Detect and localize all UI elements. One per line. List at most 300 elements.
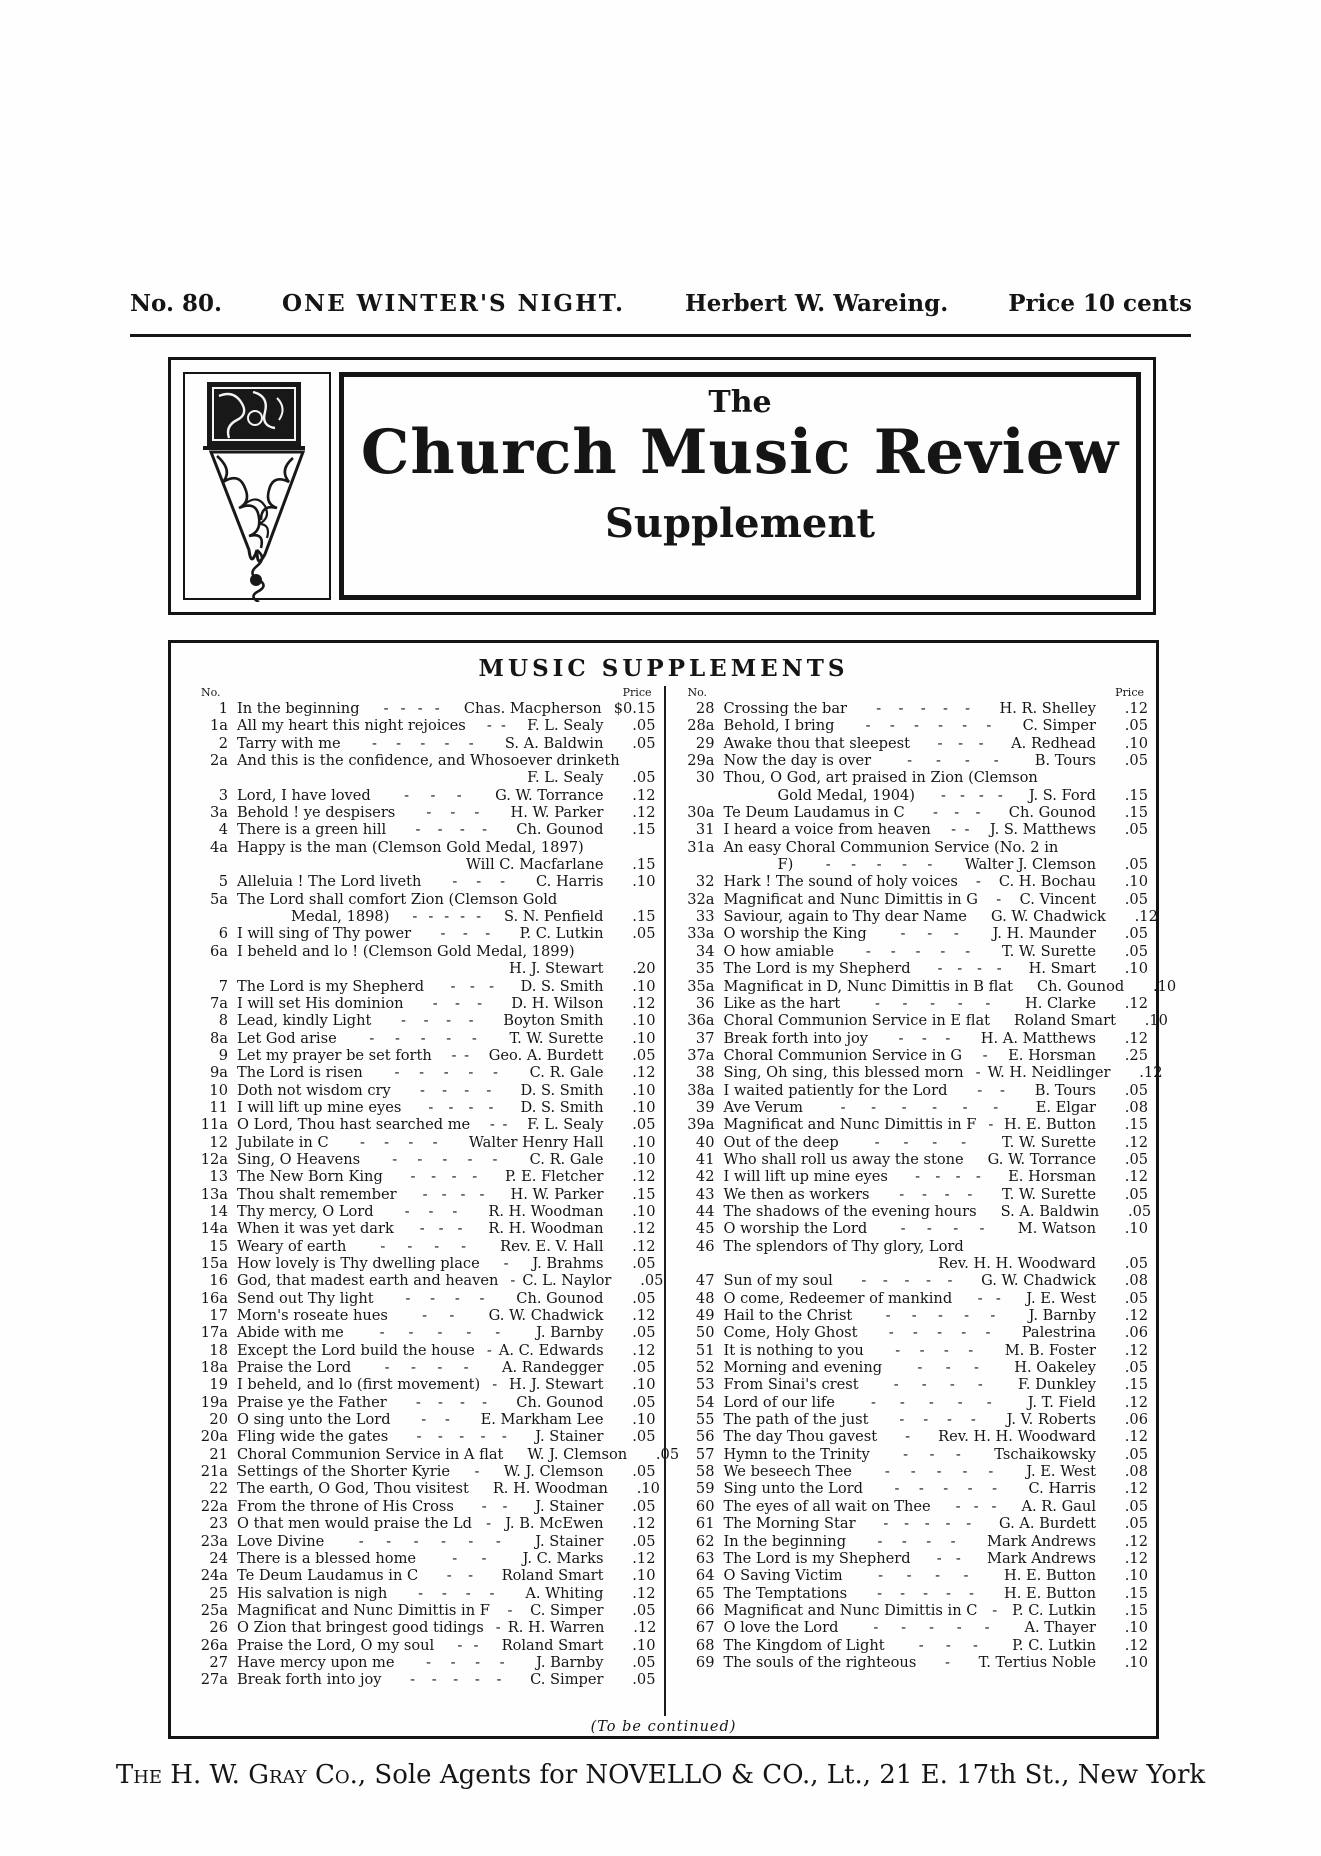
- item-dashes: - - - -: [941, 786, 1003, 804]
- ornament-engraving-icon: [193, 374, 321, 602]
- item-title: O Lord, Thou hast searched me: [237, 1116, 471, 1134]
- catalog-item-line: [682, 1602, 1149, 1619]
- item-composer: J. C. Marks: [522, 1549, 604, 1567]
- item-number: 15a: [200, 1255, 228, 1272]
- catalog-item-line: [195, 1324, 656, 1341]
- item-dashes: - - - -: [415, 821, 487, 839]
- header-rule: [130, 334, 1191, 337]
- item-number: 47: [695, 1272, 715, 1290]
- item-dashes: -: [988, 1116, 994, 1134]
- item-composer: H. W. Parker: [510, 1185, 604, 1203]
- item-composer: A. R. Gaul: [1021, 1497, 1096, 1515]
- item-dashes: - - - - -: [369, 1029, 477, 1047]
- catalog-item-line: [195, 925, 656, 942]
- item-dashes: - - - - - -: [358, 1532, 501, 1550]
- item-composer: F. L. Sealy: [527, 769, 604, 787]
- item-dashes: -: [992, 1601, 998, 1619]
- item-price: .05: [1124, 1445, 1148, 1463]
- item-price: .20: [632, 960, 656, 978]
- item-title: Tarry with me: [237, 734, 341, 752]
- item-composer: Geo. A. Burdett: [488, 1046, 604, 1064]
- item-title: The Temptations: [723, 1584, 848, 1602]
- item-number: 35: [695, 960, 715, 978]
- item-dashes: - - - - -: [371, 734, 474, 752]
- item-number: 50: [695, 1324, 715, 1342]
- item-composer: M. B. Foster: [1004, 1341, 1096, 1359]
- catalog-item-line: [195, 804, 656, 821]
- catalog-item-line: [682, 1012, 1168, 1030]
- item-title: Te Deum Laudamus in C: [723, 804, 905, 822]
- item-number: 54: [695, 1393, 715, 1411]
- item-price: .05: [1124, 1081, 1148, 1099]
- item-composer: S. N. Penfield: [504, 908, 604, 926]
- catalog-item-line: [195, 1394, 656, 1411]
- catalog-item-line: [195, 1047, 656, 1064]
- item-dashes: - - - -: [899, 1185, 973, 1203]
- column-header: [682, 686, 1149, 700]
- item-composer: Walter Henry Hall: [468, 1133, 604, 1151]
- item-dashes: - - - -: [383, 700, 440, 717]
- item-dashes: - - - - -: [410, 1671, 502, 1689]
- catalog-item-line: [195, 700, 656, 717]
- item-composer: J. Brahms: [532, 1255, 604, 1272]
- item-dashes: - -: [977, 1289, 1001, 1307]
- item-dashes: - - -: [937, 734, 984, 752]
- item-title: We then as workers: [723, 1185, 870, 1203]
- item-price: .10: [1152, 977, 1177, 995]
- item-number: 41: [695, 1150, 715, 1168]
- item-number: 58: [695, 1463, 715, 1481]
- item-price: .10: [632, 1202, 656, 1220]
- item-dashes: - - -: [903, 1445, 961, 1463]
- item-title: O love the Lord: [723, 1619, 839, 1637]
- item-number: 66: [695, 1601, 715, 1619]
- item-composer: B. Tours: [1034, 752, 1096, 770]
- item-composer: E. Horsman: [1008, 1046, 1096, 1064]
- item-price: .05: [1124, 890, 1148, 908]
- item-dashes: - -: [486, 717, 506, 735]
- item-title: I will lift up mine eyes: [723, 1168, 888, 1186]
- item-composer: Mark Andrews: [987, 1532, 1096, 1550]
- item-price: .10: [632, 1636, 656, 1654]
- item-dashes: - - - -: [380, 1237, 467, 1255]
- item-title: Hark ! The sound of holy voices: [723, 873, 958, 891]
- catalog-item-line: [682, 1290, 1149, 1307]
- item-title: The earth, O God, Thou visitest: [237, 1480, 469, 1498]
- issue-composer: Herbert W. Wareing.: [684, 290, 949, 317]
- item-dashes: - -: [451, 1046, 470, 1064]
- item-composer: F. L. Sealy: [527, 1116, 604, 1134]
- item-dashes: - - - - -: [412, 908, 482, 926]
- item-price: .05: [632, 717, 656, 735]
- catalog-item-line: [195, 960, 656, 977]
- item-title: Thy mercy, O Lord: [237, 1202, 374, 1220]
- item-composer: Palestrina: [1021, 1324, 1096, 1342]
- item-number: 46: [695, 1237, 715, 1255]
- item-composer: C. H. Bochau: [998, 873, 1096, 891]
- item-price: .05: [1124, 1150, 1149, 1168]
- item-composer: D. S. Smith: [520, 1081, 604, 1099]
- footer-imprint: [0, 1760, 1321, 1790]
- item-price: .05: [1124, 1255, 1148, 1272]
- item-title: Behold ! ye despisers: [237, 804, 396, 822]
- item-title: God, that madest earth and heaven: [237, 1272, 499, 1290]
- item-price: .10: [632, 1567, 656, 1585]
- catalog-item-line: [682, 1498, 1149, 1515]
- item-dashes: - - - -: [895, 1341, 974, 1359]
- item-title: When it was yet dark: [237, 1220, 394, 1238]
- item-dashes: - - -: [426, 804, 480, 822]
- item-title: Now the day is over: [723, 752, 872, 770]
- item-composer: Rev. H. H. Woodward: [938, 1428, 1096, 1446]
- item-composer: W. J. Clemson: [503, 1463, 604, 1481]
- catalog-item-line: [195, 1151, 656, 1168]
- item-price: .05: [632, 1601, 656, 1619]
- item-title: I beheld, and lo (first movement): [237, 1376, 481, 1394]
- item-price: .12: [632, 1220, 656, 1238]
- item-title: From the throne of His Cross: [237, 1497, 454, 1515]
- item-composer: J. B. McEwen: [505, 1515, 604, 1533]
- item-price: .08: [1124, 1463, 1148, 1481]
- item-composer: D. S. Smith: [520, 1098, 604, 1116]
- catalog-item-line: [682, 1428, 1149, 1445]
- item-dashes: - -: [446, 1567, 474, 1585]
- no-column-label: No.: [687, 686, 708, 699]
- item-number: 22: [209, 1480, 228, 1498]
- catalog-item-line: [682, 787, 1149, 804]
- item-number: 26: [209, 1619, 228, 1637]
- item-price: .12: [1124, 1428, 1148, 1446]
- catalog-item-line: [195, 821, 656, 838]
- item-composer: J. E. West: [1026, 1289, 1096, 1307]
- item-dashes: -: [503, 1255, 509, 1272]
- item-number: 31a: [687, 838, 715, 856]
- item-number: 22a: [200, 1497, 228, 1515]
- catalog-item-line: [195, 978, 656, 995]
- item-composer: Roland Smart: [501, 1567, 604, 1585]
- item-title: Let my prayer be set forth: [237, 1046, 432, 1064]
- catalog-item-line: [682, 1064, 1163, 1082]
- item-dashes: -: [905, 1428, 911, 1446]
- item-composer: J. Stainer: [535, 1428, 604, 1446]
- item-title: Like as the hart: [723, 994, 841, 1012]
- item-price: .05: [632, 1463, 656, 1481]
- item-dashes: - - - - -: [861, 1272, 953, 1290]
- item-dashes: - - - -: [937, 960, 1002, 978]
- item-composer: H. J. Stewart: [508, 960, 604, 978]
- item-price: .05: [632, 1497, 656, 1515]
- item-number: 60: [695, 1497, 715, 1515]
- item-title: The Lord is risen: [237, 1064, 363, 1082]
- item-composer: J. Stainer: [535, 1532, 604, 1550]
- item-composer: J. S. Matthews: [989, 821, 1096, 839]
- item-title: Magnificat in D, Nunc Dimittis in B flat: [723, 977, 1013, 995]
- item-title: Choral Communion Service in G: [723, 1046, 963, 1064]
- item-dashes: - - - -: [401, 1012, 474, 1030]
- item-dashes: - - -: [918, 1636, 978, 1654]
- item-price: .12: [1124, 1532, 1148, 1550]
- item-composer: C. Harris: [1028, 1480, 1096, 1498]
- item-title: Morn's roseate hues: [237, 1307, 388, 1325]
- item-title: O come, Redeemer of mankind: [723, 1289, 953, 1307]
- catalog-item-line: [195, 1272, 664, 1290]
- footer-publisher: The H. W. Gray Co.,: [115, 1760, 367, 1790]
- catalog-item-line: [682, 821, 1149, 838]
- item-composer: Roland Smart: [1014, 1012, 1116, 1030]
- item-price: .12: [632, 1549, 656, 1567]
- item-number: 8a: [210, 1029, 228, 1047]
- catalog-item-line: [195, 1498, 656, 1515]
- item-price: .10: [632, 1029, 656, 1047]
- catalog-item-line: [682, 856, 1149, 873]
- item-composer: H. E. Button: [1004, 1584, 1096, 1602]
- catalog-item-line: [682, 1255, 1149, 1272]
- item-title: Magnificat and Nunc Dimittis in F: [723, 1116, 977, 1134]
- item-title: Saviour, again to Thy dear Name: [723, 908, 967, 926]
- catalog-item-line: [682, 1202, 1152, 1220]
- catalog-item-line: [195, 1411, 656, 1428]
- item-number: 36a: [687, 1012, 715, 1030]
- item-composer: C. L. Naylor: [522, 1272, 612, 1290]
- item-dashes: - -: [421, 1411, 450, 1429]
- item-title: Praise ye the Father: [237, 1393, 387, 1411]
- item-title: Sing unto the Lord: [723, 1480, 863, 1498]
- catalog-item-line: [195, 839, 656, 856]
- item-title: The path of the just: [723, 1411, 869, 1429]
- item-composer: Boyton Smith: [503, 1012, 604, 1030]
- footer-agents-text: Sole Agents for NOVELLO & CO., Lt., 21 E. 17th St., New York: [366, 1760, 1206, 1790]
- item-composer: G. A. Burdett: [998, 1515, 1096, 1533]
- item-title: In the beginning: [237, 700, 360, 717]
- item-price: .05: [632, 1428, 656, 1446]
- item-composer: H. J. Stewart: [508, 1376, 604, 1394]
- item-price: .10: [632, 1133, 656, 1151]
- catalog-item-line: [195, 1186, 656, 1203]
- item-dashes: - - - - -: [416, 1428, 507, 1446]
- item-dashes: - - -: [450, 977, 495, 995]
- item-number: 69: [695, 1653, 715, 1671]
- item-price: .10: [1124, 1653, 1148, 1671]
- item-title: The New Born King: [237, 1168, 383, 1186]
- item-number: 31: [695, 821, 715, 839]
- item-dashes: - - - -: [874, 1133, 967, 1151]
- item-price: .15: [632, 821, 656, 839]
- item-number: 14a: [200, 1220, 228, 1238]
- item-composer: H. Oakeley: [1014, 1359, 1096, 1377]
- item-price: .05: [655, 1445, 680, 1463]
- item-number: 59: [695, 1480, 715, 1498]
- item-composer: T. W. Surette: [1002, 1185, 1096, 1203]
- item-price: .10: [632, 1150, 656, 1168]
- item-dashes: - - - - -: [874, 994, 991, 1012]
- item-title: F): [777, 856, 794, 874]
- item-price: .15: [1124, 1601, 1148, 1619]
- item-title: Come, Holy Ghost: [723, 1324, 858, 1342]
- issue-number: No. 80.: [130, 290, 222, 317]
- item-composer: C. Simper: [530, 1671, 604, 1689]
- catalog-item-line: [682, 925, 1149, 942]
- item-composer: A. Whiting: [525, 1584, 604, 1602]
- item-composer: G. W. Chadwick: [990, 908, 1106, 926]
- item-price: .05: [632, 1046, 656, 1064]
- catalog-item-line: [682, 1359, 1149, 1376]
- item-number: 39: [695, 1098, 715, 1116]
- item-dashes: -: [982, 1046, 988, 1064]
- item-title: I will lift up mine eyes: [237, 1098, 402, 1116]
- item-number: 29: [695, 734, 715, 752]
- item-price: .12: [632, 786, 656, 804]
- item-composer: P. E. Fletcher: [504, 1168, 604, 1186]
- item-dashes: -: [507, 1601, 513, 1619]
- item-composer: H. E. Button: [1004, 1567, 1096, 1585]
- item-title: Te Deum Laudamus in C: [237, 1567, 419, 1585]
- catalog-item-line: [195, 856, 656, 873]
- item-title: Magnificat and Nunc Dimittis in C: [723, 1601, 978, 1619]
- item-title: Abide with me: [237, 1324, 344, 1342]
- masthead-title: Church Music Review: [360, 417, 1120, 488]
- item-title: O worship the Lord: [723, 1220, 868, 1238]
- item-dashes: - - - - -: [883, 1515, 972, 1533]
- item-composer: H. Clarke: [1025, 994, 1096, 1012]
- item-number: 57: [695, 1445, 715, 1463]
- catalog-item-line: [195, 1064, 656, 1081]
- item-composer: R. H. Woodman: [488, 1220, 604, 1238]
- item-dashes: - - - -: [359, 1133, 438, 1151]
- item-price: .12: [632, 1168, 656, 1186]
- item-price: .05: [632, 1255, 656, 1272]
- item-price: .10: [632, 977, 656, 995]
- item-dashes: - - - -: [899, 1411, 976, 1429]
- item-composer: T. W. Surette: [1002, 1133, 1096, 1151]
- item-title: I beheld and lo ! (Clemson Gold Medal, 1899): [237, 942, 575, 960]
- item-composer: T. W. Surette: [509, 1029, 604, 1047]
- item-number: 38a: [687, 1081, 715, 1099]
- item-composer: J. V. Roberts: [1006, 1411, 1096, 1429]
- item-title: There is a green hill: [237, 821, 387, 839]
- column-header: [195, 686, 656, 700]
- masthead-the: The: [708, 385, 772, 420]
- item-price: .15: [1124, 804, 1148, 822]
- item-composer: H. A. Matthews: [980, 1029, 1096, 1047]
- item-composer: Ch. Gounod: [516, 1393, 604, 1411]
- item-composer: W. H. Neidlinger: [987, 1064, 1111, 1082]
- item-dashes: -: [975, 1064, 981, 1082]
- item-number: 16: [209, 1272, 228, 1290]
- item-composer: G. W. Chadwick: [981, 1272, 1096, 1290]
- catalog-item-line: [682, 1220, 1149, 1237]
- item-dashes: - - - - -: [884, 1463, 994, 1481]
- catalog-columns: [171, 686, 1177, 1716]
- item-title: Hail to the Christ: [723, 1307, 853, 1325]
- item-number: 1: [218, 700, 228, 717]
- item-composer: J. E. West: [1026, 1463, 1096, 1481]
- catalog-item-line: [682, 1099, 1149, 1116]
- item-title: O Zion that bringest good tidings: [237, 1619, 484, 1637]
- catalog-item-line: [682, 1637, 1149, 1654]
- item-composer: Ch. Gounod: [516, 1289, 604, 1307]
- catalog-item-line: [682, 1515, 1149, 1532]
- item-title: I will sing of Thy power: [237, 925, 412, 943]
- item-price: .05: [1124, 752, 1148, 770]
- item-price: .10: [632, 1081, 656, 1099]
- catalog-item-line: [195, 1203, 656, 1220]
- item-title: Lord, I have loved: [237, 786, 371, 804]
- item-price: .05: [1124, 717, 1148, 735]
- catalog-item-line: [682, 1047, 1149, 1064]
- catalog-item-line: [195, 1116, 656, 1133]
- item-price: .15: [1124, 1376, 1148, 1394]
- item-price: .10: [632, 1098, 656, 1116]
- item-dashes: - - - - -: [870, 1393, 992, 1411]
- item-price: .05: [632, 734, 656, 752]
- item-title: His salvation is nigh: [237, 1584, 388, 1602]
- item-price: .15: [1124, 786, 1148, 804]
- item-composer: H. R. Shelley: [999, 700, 1096, 717]
- item-title: O how amiable: [723, 942, 834, 960]
- item-price: .12: [1124, 994, 1148, 1012]
- item-dashes: - - - - -: [877, 1584, 974, 1602]
- item-dashes: - - - - -: [825, 856, 933, 874]
- item-title: Sing, O Heavens: [237, 1150, 361, 1168]
- item-number: 37a: [687, 1046, 715, 1064]
- catalog-item-line: [195, 1134, 656, 1151]
- item-composer: E. Horsman: [1008, 1168, 1096, 1186]
- item-number: 24: [209, 1549, 228, 1567]
- item-number: 28: [695, 700, 715, 717]
- item-dashes: - -: [977, 1081, 1005, 1099]
- item-composer: F. L. Sealy: [527, 717, 604, 735]
- item-price: .12: [1124, 1480, 1148, 1498]
- catalog-item-line: [195, 1428, 656, 1445]
- item-price: .05: [632, 1116, 656, 1134]
- item-number: 2a: [210, 752, 228, 770]
- item-price: .10: [632, 1012, 656, 1030]
- item-dashes: - - - -: [900, 1220, 985, 1238]
- item-composer: A. Redhead: [1011, 734, 1096, 752]
- item-number: 42: [695, 1168, 715, 1186]
- item-dashes: - - -: [955, 1497, 997, 1515]
- item-price: .12: [1124, 1393, 1148, 1411]
- item-number: 6: [218, 925, 228, 943]
- item-price: .05: [632, 769, 656, 787]
- item-price: .05: [632, 1393, 656, 1411]
- masthead-box: [168, 357, 1156, 615]
- item-number: 64: [695, 1567, 715, 1585]
- item-price: .05: [1124, 1289, 1148, 1307]
- item-composer: C. R. Gale: [529, 1150, 604, 1168]
- item-number: 67: [695, 1619, 715, 1637]
- catalog-item-line: [682, 1480, 1149, 1497]
- item-number: 11: [209, 1098, 228, 1116]
- item-title: Have mercy upon me: [237, 1653, 395, 1671]
- item-price: .05: [1124, 925, 1148, 943]
- item-composer: R. H. Woodman: [488, 1202, 604, 1220]
- item-title: Doth not wisdom cry: [237, 1081, 391, 1099]
- item-number: 17: [209, 1307, 228, 1325]
- item-price: .05: [1124, 1515, 1148, 1533]
- item-price: .12: [632, 1515, 656, 1533]
- catalog-item-line: [682, 700, 1149, 717]
- masthead-subtitle: Supplement: [605, 500, 875, 547]
- item-number: 43: [695, 1185, 715, 1203]
- item-dashes: - -: [951, 821, 970, 839]
- catalog-item-line: [195, 1307, 656, 1324]
- item-composer: Roland Smart: [501, 1636, 604, 1654]
- item-dashes: - - -: [404, 1202, 458, 1220]
- catalog-item-line: [195, 769, 656, 786]
- item-price: .25: [1124, 1046, 1148, 1064]
- item-dashes: - - - -: [384, 1359, 469, 1377]
